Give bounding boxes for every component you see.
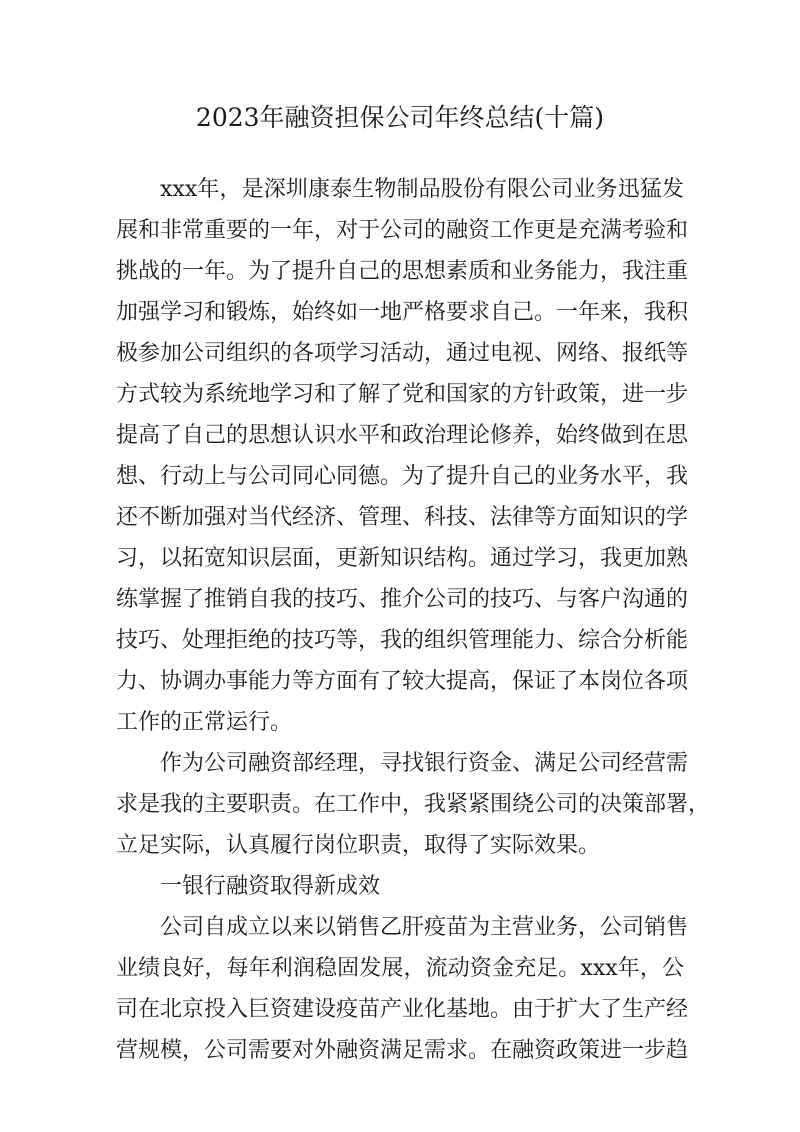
text-line: 习，以拓宽知识层面，更新知识结构。通过学习，我更加熟	[116, 546, 689, 571]
text-line: 加强学习和锻炼，始终如一地严格要求自己。一年来，我积	[116, 300, 689, 325]
text-line: 技巧、处理拒绝的技巧等，我的组织管理能力、综合分析能	[116, 628, 689, 653]
text-line: 求是我的主要职责。在工作中，我紧紧围绕公司的决策部署，	[116, 792, 711, 817]
text-line: 还不断加强对当代经济、管理、科技、法律等方面知识的学	[116, 505, 689, 530]
document-title: 2023年融资担保公司年终总结(十篇)	[195, 103, 605, 132]
text-line: 作为公司融资部经理，寻找银行资金、满足公司经营需	[160, 751, 689, 776]
text-line: 工作的正常运行。	[116, 710, 293, 735]
text-line: 提高了自己的思想认识水平和政治理论修养，始终做到在思	[116, 423, 689, 448]
text-line: 练掌握了推销自我的技巧、推介公司的技巧、与客户沟通的	[116, 587, 689, 612]
text-line: 营规模，公司需要对外融资满足需求。在融资政策进一步趋	[116, 1038, 689, 1063]
text-line: 挑战的一年。为了提升自己的思想素质和业务能力，我注重	[116, 259, 689, 284]
text-line: 极参加公司组织的各项学习活动，通过电视、网络、报纸等	[116, 341, 689, 366]
text-line: 立足实际，认真履行岗位职责，取得了实际效果。	[116, 833, 601, 858]
text-line: 业绩良好，每年利润稳固发展，流动资金充足。xxx年，公	[116, 956, 684, 981]
section-heading: 一银行融资取得新成效	[160, 874, 381, 899]
text-line: 公司自成立以来以销售乙肝疫苗为主营业务，公司销售	[160, 915, 689, 940]
text-line: 想、行动上与公司同心同德。为了提升自己的业务水平，我	[116, 464, 689, 489]
text-line: xxx年，是深圳康泰生物制品股份有限公司业务迅猛发	[160, 177, 684, 202]
text-line: 力、协调办事能力等方面有了较大提高，保证了本岗位各项	[116, 669, 689, 694]
text-line: 展和非常重要的一年，对于公司的融资工作更是充满考验和	[116, 218, 689, 243]
text-line: 司在北京投入巨资建设疫苗产业化基地。由于扩大了生产经	[116, 997, 689, 1022]
text-line: 方式较为系统地学习和了解了党和国家的方针政策，进一步	[116, 382, 689, 407]
